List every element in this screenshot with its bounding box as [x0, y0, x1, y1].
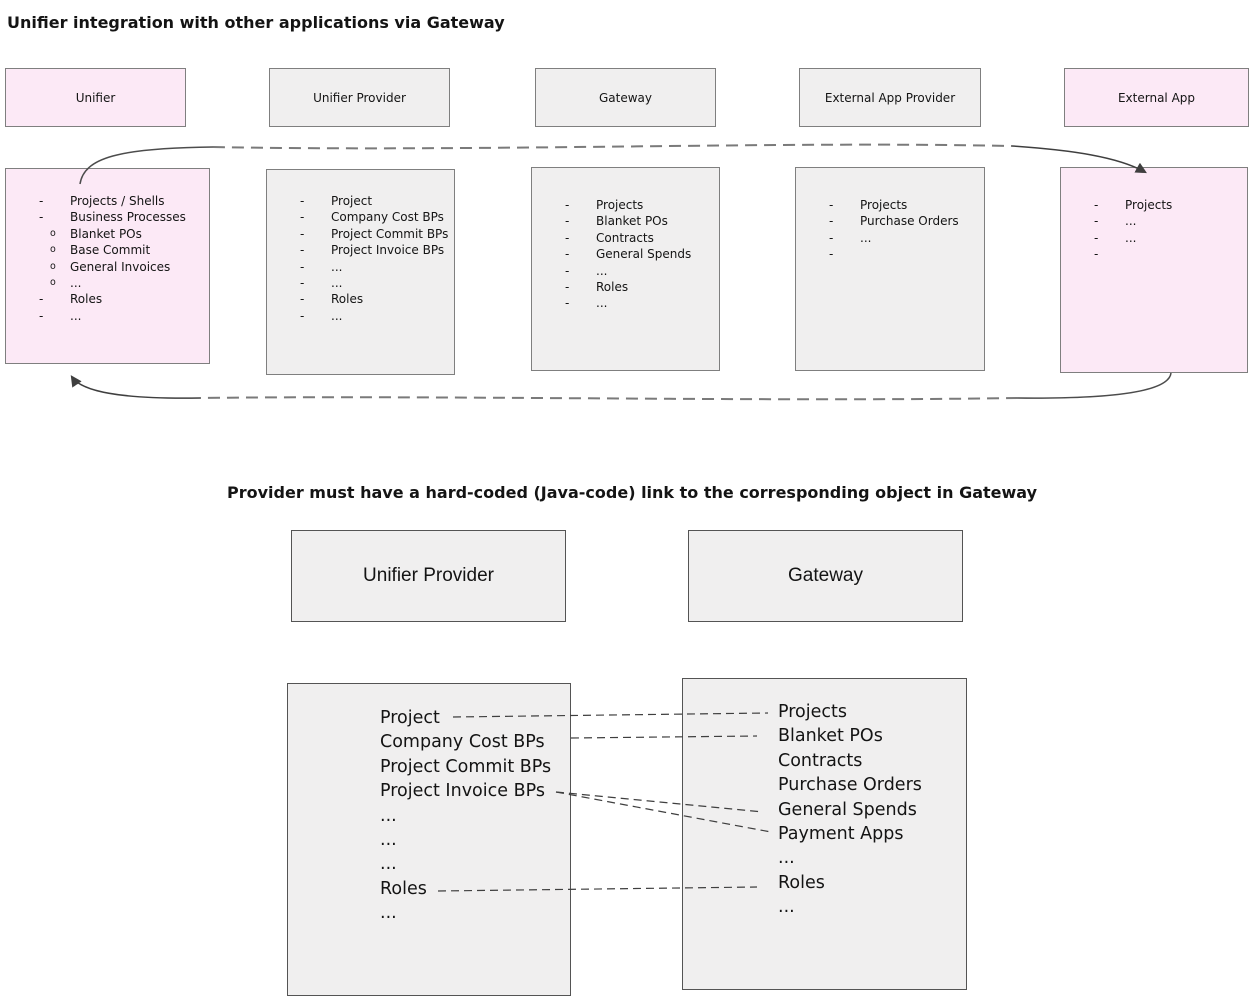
list-item-text: General Invoices	[70, 259, 171, 274]
list-item-text: Roles	[380, 878, 427, 899]
list-item	[1061, 230, 1247, 246]
list-item-text: Roles	[70, 292, 103, 307]
list-item	[6, 291, 209, 307]
bullet: -	[300, 308, 305, 323]
bullet: -	[39, 292, 44, 307]
list-item	[267, 291, 454, 307]
list-item-text: Projects	[778, 702, 847, 722]
section1-title: Unifier integration with other applications via Gateway	[7, 13, 505, 32]
flow-external-app-to-unifier-start	[1018, 373, 1171, 398]
list-item-text: Roles	[778, 872, 825, 893]
list-item-text: Contracts	[596, 230, 654, 245]
list-item	[778, 895, 966, 919]
list-item	[1061, 246, 1247, 262]
flow-external-app-to-unifier-dashed	[200, 397, 1018, 399]
bullet: -	[829, 214, 834, 229]
list-item-text: Project	[331, 194, 373, 208]
content-box-external-app	[1060, 167, 1248, 373]
list-item-text: Roles	[596, 280, 629, 295]
list-item	[267, 242, 454, 258]
list-item	[532, 246, 719, 262]
list-item-text: General Spends	[596, 247, 692, 262]
header-label: Unifier Provider	[313, 90, 406, 105]
bullet: -	[565, 263, 570, 278]
list-item-text: General Spends	[778, 799, 917, 820]
list-item-text: Blanket POs	[596, 214, 668, 229]
header-box-unifier-provider-2	[291, 530, 566, 622]
list-item-text: ...	[596, 263, 608, 278]
bullet: -	[300, 243, 305, 258]
header-label: External App	[1117, 90, 1196, 105]
list-item-text: Payment Apps	[778, 824, 904, 845]
list-item	[778, 700, 966, 724]
list-item	[380, 852, 570, 876]
bullet: -	[829, 198, 834, 212]
header-box-unifier-provider	[269, 68, 450, 127]
list-item	[778, 773, 966, 797]
list-item	[778, 822, 966, 846]
list-item-text: ...	[380, 805, 397, 826]
list-item	[6, 242, 209, 258]
list-item-text: Company Cost BPs	[380, 732, 545, 753]
bullet: -	[565, 296, 570, 311]
header-label: Gateway	[788, 565, 863, 586]
list-item-text: ...	[860, 230, 872, 245]
bullet: -	[300, 226, 305, 241]
bullet: -	[300, 210, 305, 225]
list-item	[380, 779, 570, 803]
list-item	[532, 197, 719, 213]
list-item	[267, 308, 454, 324]
bullet: o	[50, 260, 56, 272]
bullet: -	[565, 230, 570, 245]
list-item-text: ...	[380, 830, 397, 851]
bullet: -	[1094, 247, 1099, 262]
bullet: -	[829, 247, 834, 262]
list-item-text: Projects	[860, 198, 908, 212]
bullet: -	[300, 292, 305, 307]
bullet: -	[300, 276, 305, 291]
list-item	[778, 724, 966, 748]
bullet: -	[39, 210, 44, 225]
list-item	[1061, 213, 1247, 229]
bullet: -	[565, 214, 570, 229]
list-item	[532, 295, 719, 311]
section2-title: Provider must have a hard-coded (Java-code) link to the corresponding object in Gateway	[227, 483, 1038, 502]
header-box-external-app-provider	[799, 68, 981, 127]
header-label: Gateway	[598, 90, 652, 105]
list-item	[267, 226, 454, 242]
list-item-text: Blanket POs	[778, 726, 883, 747]
list-item	[6, 226, 209, 242]
list-item	[6, 259, 209, 275]
bullet: o	[50, 227, 56, 239]
list-item	[267, 259, 454, 275]
list-item-text: ...	[596, 296, 608, 311]
bullet: -	[1094, 214, 1099, 229]
list-item-text: ...	[1125, 230, 1137, 245]
list-item	[796, 246, 984, 262]
bullet: -	[565, 198, 570, 212]
content-box-gateway	[531, 167, 720, 371]
list-item-text: ...	[331, 308, 343, 323]
list-item-text: Project Invoice BPs	[380, 781, 545, 802]
list-item	[1061, 197, 1247, 213]
list-item	[267, 209, 454, 225]
list-item	[6, 193, 209, 209]
header-box-external-app	[1064, 68, 1249, 127]
bullet: -	[1094, 230, 1099, 245]
header-label: External App Provider	[824, 90, 956, 105]
bullet: -	[565, 280, 570, 295]
list-item	[380, 755, 570, 779]
bullet: -	[300, 259, 305, 274]
list-item	[796, 197, 984, 213]
bullet: o	[50, 244, 56, 256]
list-item-text: ...	[380, 854, 397, 875]
list-item	[778, 798, 966, 822]
list-item-text: ...	[778, 897, 795, 918]
list-item-text: Roles	[331, 292, 364, 307]
header-label: Unifier	[75, 90, 116, 105]
list-item	[796, 213, 984, 229]
list-item	[532, 263, 719, 279]
list-item-text: ...	[70, 276, 82, 291]
list-item	[380, 901, 570, 925]
list-item-text: Blanket POs	[70, 226, 142, 241]
list-item-text: Business Processes	[70, 210, 186, 225]
list-item-text: Projects	[1125, 198, 1173, 212]
list-item-text: Project	[380, 708, 440, 728]
list-item-text: ...	[70, 308, 82, 323]
list-item-text: Project Commit BPs	[331, 226, 449, 241]
content-box-gateway-2	[682, 678, 967, 990]
list-item-text: Projects	[596, 198, 644, 212]
list-item	[778, 846, 966, 870]
list-item	[6, 275, 209, 291]
list-item	[380, 828, 570, 852]
list-item-text: ...	[778, 848, 795, 869]
header-box-unifier	[5, 68, 186, 127]
list-item	[380, 804, 570, 828]
list-item	[532, 230, 719, 246]
content-box-unifier-provider	[266, 169, 455, 375]
content-box-unifier-provider-2	[287, 683, 571, 996]
list-item	[6, 308, 209, 324]
list-item-text: ...	[331, 276, 343, 291]
list-item	[6, 209, 209, 225]
list-item-text: ...	[380, 903, 397, 924]
flow-external-app-to-unifier-arrowhead	[72, 377, 200, 398]
bullet: o	[50, 277, 56, 289]
list-item-text: Project Commit BPs	[380, 756, 552, 777]
list-item-text: Project Invoice BPs	[331, 243, 445, 258]
list-item	[778, 871, 966, 895]
content-box-external-app-provider	[795, 167, 985, 371]
list-item	[532, 213, 719, 229]
header-label: Unifier Provider	[363, 565, 494, 586]
list-item	[532, 279, 719, 295]
list-item-text: ...	[331, 259, 343, 274]
list-item-text: Purchase Orders	[860, 214, 959, 229]
header-box-gateway-2	[688, 530, 963, 622]
list-item	[267, 193, 454, 209]
bullet: -	[565, 247, 570, 262]
bullet: -	[39, 308, 44, 323]
list-item	[380, 877, 570, 901]
bullet: -	[39, 194, 44, 208]
list-item-text: Contracts	[778, 750, 863, 771]
list-item	[380, 706, 570, 730]
list-item	[778, 749, 966, 773]
flow-unifier-to-external-app-dashed	[213, 145, 1012, 149]
bullet: -	[300, 194, 305, 208]
bullet: -	[829, 230, 834, 245]
list-item-text: Company Cost BPs	[331, 210, 444, 225]
header-box-gateway	[535, 68, 716, 127]
list-item-text: Projects / Shells	[70, 194, 165, 208]
list-item-text: Purchase Orders	[778, 775, 922, 796]
list-item-text: ...	[1125, 214, 1137, 229]
bullet: -	[1094, 198, 1099, 212]
content-box-unifier	[5, 168, 210, 364]
list-item	[796, 230, 984, 246]
list-item	[380, 730, 570, 754]
list-item	[267, 275, 454, 291]
list-item-text: Base Commit	[70, 243, 151, 258]
